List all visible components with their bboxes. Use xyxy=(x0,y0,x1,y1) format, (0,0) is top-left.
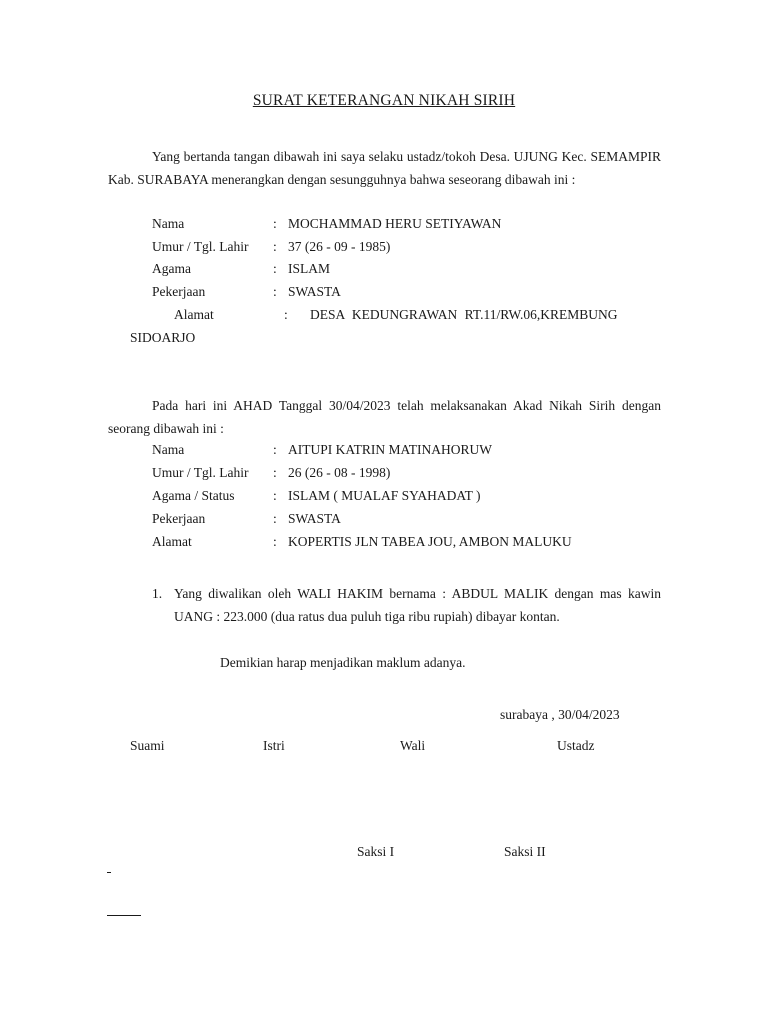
field-label: Nama xyxy=(152,216,185,231)
signature-label-wali: Wali xyxy=(400,738,426,753)
groom-address-continuation: SIDOARJO xyxy=(130,330,196,345)
field-colon: : xyxy=(273,216,277,231)
signature-label-istri: Istri xyxy=(263,738,285,753)
list-text: Yang diwalikan oleh WALI HAKIM bernama : ABDUL MALIK dengan mas kawin UANG : 223.000 (dua ratus dua puluh tiga ribu rupiah) dibayar kontan. xyxy=(174,586,661,624)
place-date: surabaya , 30/04/2023 xyxy=(500,707,620,722)
field-value: 37 (26 - 09 - 1985) xyxy=(288,239,391,254)
field-colon: : xyxy=(273,511,277,526)
field-value: ISLAM xyxy=(288,261,331,276)
field-label: Pekerjaan xyxy=(152,511,206,526)
middle-paragraph: Pada hari ini AHAD Tanggal 30/04/2023 telah melaksanakan Akad Nikah Sirih dengan seorang dibawah ini : xyxy=(108,398,661,436)
field-value: SWASTA xyxy=(288,284,341,299)
list-number: 1. xyxy=(152,586,163,601)
field-colon: : xyxy=(273,534,277,549)
field-label: Nama xyxy=(152,442,185,457)
signature-line xyxy=(107,915,141,916)
field-label: Alamat xyxy=(174,307,214,322)
field-value: SWASTA xyxy=(288,511,341,526)
field-label: Agama xyxy=(152,261,191,276)
field-value: MOCHAMMAD HERU SETIYAWAN xyxy=(288,216,502,231)
field-value: 26 (26 - 08 - 1998) xyxy=(288,465,391,480)
signature-label-saksi-2: Saksi II xyxy=(504,844,546,859)
list-item xyxy=(152,582,661,628)
field-colon: : xyxy=(273,284,277,299)
field-colon: : xyxy=(273,465,277,480)
document-title: SURAT KETERANGAN NIKAH SIRIH xyxy=(252,92,516,109)
field-colon: : xyxy=(284,307,288,322)
field-colon: : xyxy=(273,442,277,457)
groom-row-address xyxy=(174,303,661,326)
field-value: KOPERTIS JLN TABEA JOU, AMBON MALUKU xyxy=(288,534,572,549)
field-colon: : xyxy=(273,239,277,254)
signature-label-saksi-1: Saksi I xyxy=(357,844,395,859)
field-value: ISLAM ( MUALAF SYAHADAT ) xyxy=(288,488,481,503)
signature-label-suami: Suami xyxy=(130,738,165,753)
field-value: AITUPI KATRIN MATINAHORUW xyxy=(288,442,492,457)
field-value: DESA KEDUNGRAWAN RT.11/RW.06,KREMBUNG xyxy=(310,307,618,322)
signature-line-short xyxy=(107,872,111,873)
signature-label-ustadz: Ustadz xyxy=(557,738,595,753)
field-label: Umur / Tgl. Lahir xyxy=(152,239,249,254)
field-label: Pekerjaan xyxy=(152,284,206,299)
field-colon: : xyxy=(273,488,277,503)
intro-paragraph: Yang bertanda tangan dibawah ini saya selaku ustadz/tokoh Desa. UJUNG Kec. SEMAMPIR Kab. SURABAYA menerangkan dengan sesungguhnya bahwa seseorang dibawah ini : xyxy=(108,149,661,187)
closing-statement: Demikian harap menjadikan maklum adanya. xyxy=(220,655,466,670)
field-label: Agama / Status xyxy=(152,488,235,503)
field-label: Umur / Tgl. Lahir xyxy=(152,465,249,480)
field-label: Alamat xyxy=(152,534,192,549)
field-colon: : xyxy=(273,261,277,276)
